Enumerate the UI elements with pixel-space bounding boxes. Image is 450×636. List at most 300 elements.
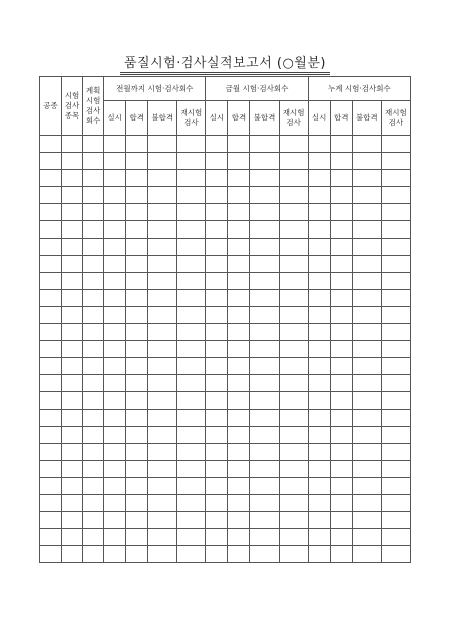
table-cell[interactable] (250, 546, 279, 563)
table-cell[interactable] (352, 238, 381, 255)
table-cell[interactable] (352, 529, 381, 546)
table-cell[interactable] (228, 375, 250, 392)
table-cell[interactable] (381, 443, 410, 460)
table-cell[interactable] (177, 375, 206, 392)
table-cell[interactable] (279, 153, 308, 170)
table-cell[interactable] (330, 153, 352, 170)
table-cell[interactable] (177, 221, 206, 238)
table-cell[interactable] (206, 221, 228, 238)
table-cell[interactable] (62, 324, 83, 341)
table-cell[interactable] (352, 409, 381, 426)
table-cell[interactable] (206, 255, 228, 272)
table-cell[interactable] (206, 426, 228, 443)
table-cell[interactable] (381, 221, 410, 238)
table-cell[interactable] (148, 392, 177, 409)
table-cell[interactable] (126, 546, 148, 563)
table-cell[interactable] (40, 204, 62, 221)
table-cell[interactable] (381, 324, 410, 341)
table-cell[interactable] (250, 324, 279, 341)
table-cell[interactable] (206, 272, 228, 289)
table-cell[interactable] (177, 358, 206, 375)
table-cell[interactable] (148, 443, 177, 460)
table-cell[interactable] (104, 512, 126, 529)
table-cell[interactable] (228, 529, 250, 546)
table-cell[interactable] (40, 153, 62, 170)
table-cell[interactable] (148, 324, 177, 341)
table-cell[interactable] (330, 221, 352, 238)
table-cell[interactable] (148, 512, 177, 529)
table-cell[interactable] (330, 289, 352, 306)
table-cell[interactable] (228, 153, 250, 170)
table-cell[interactable] (308, 375, 330, 392)
table-cell[interactable] (250, 170, 279, 187)
table-cell[interactable] (308, 409, 330, 426)
table-cell[interactable] (148, 426, 177, 443)
table-cell[interactable] (381, 255, 410, 272)
table-cell[interactable] (381, 204, 410, 221)
table-cell[interactable] (83, 477, 104, 494)
table-cell[interactable] (228, 204, 250, 221)
table-cell[interactable] (250, 238, 279, 255)
table-cell[interactable] (177, 494, 206, 511)
table-cell[interactable] (250, 221, 279, 238)
table-cell[interactable] (40, 136, 62, 153)
table-cell[interactable] (381, 512, 410, 529)
table-cell[interactable] (279, 238, 308, 255)
table-cell[interactable] (381, 289, 410, 306)
table-cell[interactable] (352, 477, 381, 494)
table-cell[interactable] (206, 341, 228, 358)
table-cell[interactable] (104, 443, 126, 460)
table-cell[interactable] (104, 324, 126, 341)
table-cell[interactable] (126, 204, 148, 221)
table-cell[interactable] (148, 238, 177, 255)
table-cell[interactable] (381, 136, 410, 153)
table-cell[interactable] (104, 529, 126, 546)
table-cell[interactable] (177, 546, 206, 563)
table-cell[interactable] (279, 136, 308, 153)
table-cell[interactable] (104, 494, 126, 511)
table-cell[interactable] (62, 255, 83, 272)
table-cell[interactable] (228, 477, 250, 494)
table-cell[interactable] (62, 443, 83, 460)
table-cell[interactable] (279, 170, 308, 187)
table-cell[interactable] (279, 358, 308, 375)
table-cell[interactable] (250, 460, 279, 477)
table-cell[interactable] (126, 494, 148, 511)
table-cell[interactable] (40, 392, 62, 409)
table-cell[interactable] (206, 170, 228, 187)
table-cell[interactable] (148, 460, 177, 477)
table-cell[interactable] (381, 529, 410, 546)
table-cell[interactable] (330, 255, 352, 272)
table-cell[interactable] (83, 529, 104, 546)
table-cell[interactable] (352, 136, 381, 153)
table-cell[interactable] (381, 272, 410, 289)
table-cell[interactable] (250, 187, 279, 204)
table-cell[interactable] (381, 426, 410, 443)
table-cell[interactable] (308, 341, 330, 358)
table-cell[interactable] (104, 426, 126, 443)
table-cell[interactable] (83, 289, 104, 306)
table-cell[interactable] (279, 460, 308, 477)
table-cell[interactable] (177, 529, 206, 546)
table-cell[interactable] (308, 477, 330, 494)
table-cell[interactable] (83, 443, 104, 460)
table-cell[interactable] (308, 324, 330, 341)
table-cell[interactable] (279, 255, 308, 272)
table-cell[interactable] (40, 255, 62, 272)
table-cell[interactable] (126, 255, 148, 272)
table-cell[interactable] (250, 136, 279, 153)
table-cell[interactable] (40, 529, 62, 546)
table-cell[interactable] (62, 477, 83, 494)
table-cell[interactable] (206, 306, 228, 323)
table-cell[interactable] (381, 238, 410, 255)
table-cell[interactable] (381, 546, 410, 563)
table-cell[interactable] (228, 187, 250, 204)
table-cell[interactable] (250, 255, 279, 272)
table-cell[interactable] (308, 443, 330, 460)
table-cell[interactable] (104, 460, 126, 477)
table-cell[interactable] (177, 272, 206, 289)
table-cell[interactable] (62, 512, 83, 529)
table-cell[interactable] (381, 187, 410, 204)
table-cell[interactable] (40, 272, 62, 289)
table-cell[interactable] (308, 494, 330, 511)
table-cell[interactable] (83, 272, 104, 289)
table-cell[interactable] (352, 170, 381, 187)
table-cell[interactable] (352, 306, 381, 323)
table-cell[interactable] (83, 238, 104, 255)
table-cell[interactable] (104, 289, 126, 306)
table-cell[interactable] (308, 272, 330, 289)
table-cell[interactable] (228, 358, 250, 375)
table-cell[interactable] (148, 306, 177, 323)
table-cell[interactable] (104, 272, 126, 289)
table-cell[interactable] (330, 358, 352, 375)
table-cell[interactable] (177, 306, 206, 323)
table-cell[interactable] (62, 392, 83, 409)
table-cell[interactable] (104, 255, 126, 272)
table-cell[interactable] (177, 238, 206, 255)
table-cell[interactable] (126, 512, 148, 529)
table-cell[interactable] (126, 187, 148, 204)
table-cell[interactable] (279, 529, 308, 546)
table-cell[interactable] (104, 187, 126, 204)
table-cell[interactable] (104, 238, 126, 255)
table-cell[interactable] (62, 460, 83, 477)
table-cell[interactable] (206, 546, 228, 563)
table-cell[interactable] (381, 494, 410, 511)
table-cell[interactable] (308, 204, 330, 221)
table-cell[interactable] (250, 494, 279, 511)
table-cell[interactable] (206, 443, 228, 460)
table-cell[interactable] (83, 358, 104, 375)
table-cell[interactable] (330, 187, 352, 204)
table-cell[interactable] (177, 392, 206, 409)
table-cell[interactable] (330, 426, 352, 443)
table-cell[interactable] (352, 255, 381, 272)
table-cell[interactable] (104, 153, 126, 170)
table-cell[interactable] (352, 221, 381, 238)
table-cell[interactable] (148, 546, 177, 563)
table-cell[interactable] (40, 221, 62, 238)
table-cell[interactable] (228, 341, 250, 358)
table-cell[interactable] (62, 546, 83, 563)
table-cell[interactable] (250, 443, 279, 460)
table-cell[interactable] (148, 221, 177, 238)
table-cell[interactable] (330, 238, 352, 255)
table-cell[interactable] (104, 306, 126, 323)
table-cell[interactable] (62, 426, 83, 443)
table-cell[interactable] (40, 341, 62, 358)
table-cell[interactable] (40, 324, 62, 341)
table-cell[interactable] (279, 409, 308, 426)
table-cell[interactable] (40, 358, 62, 375)
table-cell[interactable] (381, 306, 410, 323)
table-cell[interactable] (381, 375, 410, 392)
table-cell[interactable] (228, 512, 250, 529)
table-cell[interactable] (40, 170, 62, 187)
table-cell[interactable] (206, 392, 228, 409)
table-cell[interactable] (104, 136, 126, 153)
table-cell[interactable] (62, 153, 83, 170)
table-cell[interactable] (228, 136, 250, 153)
table-cell[interactable] (148, 255, 177, 272)
table-cell[interactable] (330, 460, 352, 477)
table-cell[interactable] (148, 153, 177, 170)
table-cell[interactable] (279, 221, 308, 238)
table-cell[interactable] (177, 460, 206, 477)
table-cell[interactable] (126, 392, 148, 409)
table-cell[interactable] (330, 204, 352, 221)
table-cell[interactable] (83, 187, 104, 204)
table-cell[interactable] (40, 443, 62, 460)
table-cell[interactable] (352, 272, 381, 289)
table-cell[interactable] (206, 187, 228, 204)
table-cell[interactable] (250, 409, 279, 426)
table-cell[interactable] (177, 409, 206, 426)
table-cell[interactable] (352, 546, 381, 563)
table-cell[interactable] (250, 392, 279, 409)
table-cell[interactable] (126, 529, 148, 546)
table-cell[interactable] (381, 153, 410, 170)
table-cell[interactable] (126, 289, 148, 306)
table-cell[interactable] (177, 170, 206, 187)
table-cell[interactable] (126, 306, 148, 323)
table-cell[interactable] (228, 546, 250, 563)
table-cell[interactable] (279, 546, 308, 563)
table-cell[interactable] (148, 409, 177, 426)
table-cell[interactable] (83, 255, 104, 272)
table-cell[interactable] (104, 204, 126, 221)
table-cell[interactable] (104, 546, 126, 563)
table-cell[interactable] (177, 289, 206, 306)
table-cell[interactable] (104, 341, 126, 358)
table-cell[interactable] (308, 306, 330, 323)
table-cell[interactable] (308, 153, 330, 170)
table-cell[interactable] (228, 494, 250, 511)
table-cell[interactable] (206, 289, 228, 306)
table-cell[interactable] (126, 375, 148, 392)
table-cell[interactable] (330, 136, 352, 153)
table-cell[interactable] (279, 392, 308, 409)
table-cell[interactable] (83, 341, 104, 358)
table-cell[interactable] (177, 426, 206, 443)
table-cell[interactable] (381, 341, 410, 358)
table-cell[interactable] (330, 375, 352, 392)
table-cell[interactable] (279, 272, 308, 289)
table-cell[interactable] (279, 512, 308, 529)
table-cell[interactable] (279, 306, 308, 323)
table-cell[interactable] (104, 477, 126, 494)
table-cell[interactable] (206, 460, 228, 477)
table-cell[interactable] (279, 477, 308, 494)
table-cell[interactable] (308, 221, 330, 238)
table-cell[interactable] (308, 136, 330, 153)
table-cell[interactable] (126, 221, 148, 238)
table-cell[interactable] (330, 272, 352, 289)
table-cell[interactable] (40, 546, 62, 563)
table-cell[interactable] (62, 272, 83, 289)
table-cell[interactable] (62, 358, 83, 375)
table-cell[interactable] (62, 529, 83, 546)
table-cell[interactable] (228, 409, 250, 426)
table-cell[interactable] (250, 512, 279, 529)
table-cell[interactable] (330, 341, 352, 358)
table-cell[interactable] (279, 426, 308, 443)
table-cell[interactable] (83, 204, 104, 221)
table-cell[interactable] (83, 324, 104, 341)
table-cell[interactable] (308, 529, 330, 546)
table-cell[interactable] (279, 289, 308, 306)
table-cell[interactable] (250, 272, 279, 289)
table-cell[interactable] (83, 392, 104, 409)
table-cell[interactable] (83, 375, 104, 392)
table-cell[interactable] (62, 221, 83, 238)
table-cell[interactable] (352, 512, 381, 529)
table-cell[interactable] (40, 477, 62, 494)
table-cell[interactable] (126, 426, 148, 443)
table-cell[interactable] (148, 477, 177, 494)
table-cell[interactable] (250, 477, 279, 494)
table-cell[interactable] (381, 170, 410, 187)
table-cell[interactable] (250, 341, 279, 358)
table-cell[interactable] (104, 221, 126, 238)
table-cell[interactable] (126, 153, 148, 170)
table-cell[interactable] (40, 512, 62, 529)
table-cell[interactable] (381, 477, 410, 494)
table-cell[interactable] (177, 443, 206, 460)
table-cell[interactable] (148, 341, 177, 358)
table-cell[interactable] (330, 170, 352, 187)
table-cell[interactable] (104, 392, 126, 409)
table-cell[interactable] (62, 289, 83, 306)
table-cell[interactable] (62, 170, 83, 187)
table-cell[interactable] (250, 289, 279, 306)
table-cell[interactable] (352, 187, 381, 204)
table-cell[interactable] (62, 306, 83, 323)
table-cell[interactable] (279, 375, 308, 392)
table-cell[interactable] (126, 272, 148, 289)
table-cell[interactable] (330, 443, 352, 460)
table-cell[interactable] (381, 409, 410, 426)
table-cell[interactable] (62, 238, 83, 255)
table-cell[interactable] (330, 494, 352, 511)
table-cell[interactable] (148, 358, 177, 375)
table-cell[interactable] (279, 324, 308, 341)
table-cell[interactable] (83, 306, 104, 323)
table-cell[interactable] (352, 204, 381, 221)
table-cell[interactable] (126, 238, 148, 255)
table-cell[interactable] (308, 392, 330, 409)
table-cell[interactable] (228, 324, 250, 341)
table-cell[interactable] (228, 289, 250, 306)
table-cell[interactable] (40, 238, 62, 255)
table-cell[interactable] (148, 289, 177, 306)
table-cell[interactable] (62, 409, 83, 426)
table-cell[interactable] (279, 443, 308, 460)
table-cell[interactable] (83, 153, 104, 170)
table-cell[interactable] (62, 187, 83, 204)
table-cell[interactable] (330, 477, 352, 494)
table-cell[interactable] (40, 289, 62, 306)
table-cell[interactable] (352, 324, 381, 341)
table-cell[interactable] (308, 546, 330, 563)
table-cell[interactable] (352, 289, 381, 306)
table-cell[interactable] (126, 324, 148, 341)
table-cell[interactable] (40, 494, 62, 511)
table-cell[interactable] (250, 375, 279, 392)
table-cell[interactable] (228, 272, 250, 289)
table-cell[interactable] (148, 529, 177, 546)
table-cell[interactable] (330, 392, 352, 409)
table-cell[interactable] (250, 426, 279, 443)
table-cell[interactable] (381, 358, 410, 375)
table-cell[interactable] (250, 204, 279, 221)
table-cell[interactable] (206, 324, 228, 341)
table-cell[interactable] (206, 238, 228, 255)
table-cell[interactable] (83, 136, 104, 153)
table-cell[interactable] (250, 358, 279, 375)
table-cell[interactable] (83, 221, 104, 238)
table-cell[interactable] (148, 494, 177, 511)
table-cell[interactable] (177, 477, 206, 494)
table-cell[interactable] (62, 204, 83, 221)
table-cell[interactable] (206, 375, 228, 392)
table-cell[interactable] (279, 494, 308, 511)
table-cell[interactable] (148, 136, 177, 153)
table-cell[interactable] (228, 426, 250, 443)
table-cell[interactable] (330, 512, 352, 529)
table-cell[interactable] (206, 512, 228, 529)
table-cell[interactable] (352, 358, 381, 375)
table-cell[interactable] (126, 341, 148, 358)
table-cell[interactable] (126, 136, 148, 153)
table-cell[interactable] (104, 358, 126, 375)
table-cell[interactable] (330, 529, 352, 546)
table-cell[interactable] (177, 324, 206, 341)
table-cell[interactable] (148, 375, 177, 392)
table-cell[interactable] (177, 187, 206, 204)
table-cell[interactable] (206, 494, 228, 511)
table-cell[interactable] (40, 187, 62, 204)
table-cell[interactable] (206, 409, 228, 426)
table-cell[interactable] (308, 512, 330, 529)
table-cell[interactable] (126, 409, 148, 426)
table-cell[interactable] (330, 324, 352, 341)
